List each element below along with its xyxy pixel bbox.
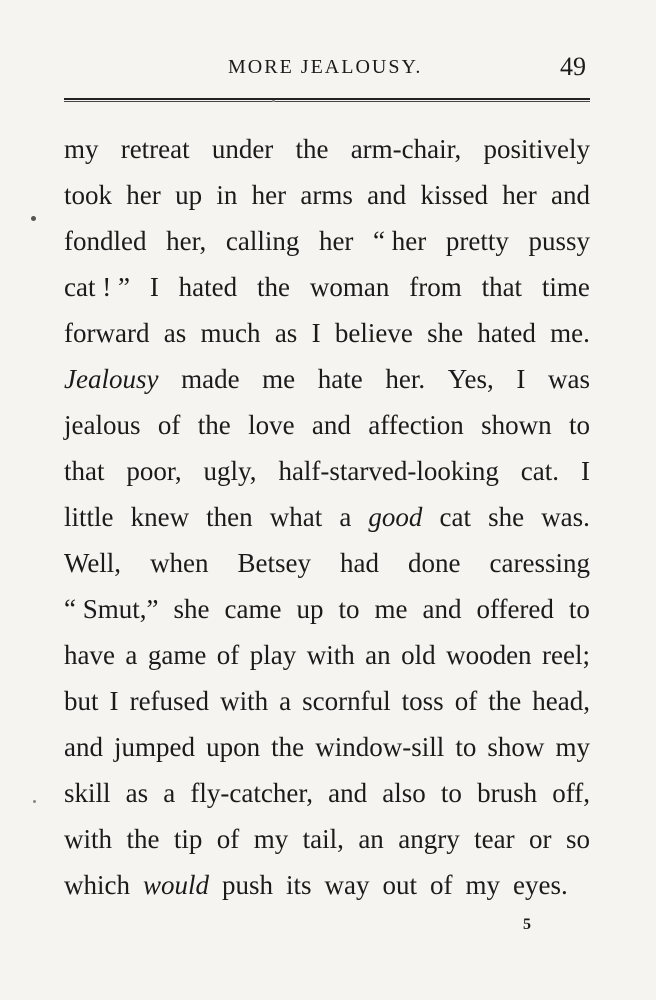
text-line (64, 264, 590, 310)
word: of (157, 410, 181, 440)
text-line (64, 770, 590, 816)
word: the (295, 134, 329, 164)
text-line (64, 816, 590, 862)
word: arm-chair, (350, 134, 462, 164)
word: also (382, 778, 426, 808)
text-line (64, 586, 590, 632)
word: that (481, 272, 523, 302)
text-line (64, 218, 590, 264)
word: she (488, 502, 525, 532)
text-line (64, 310, 590, 356)
text-line (64, 172, 590, 218)
word: time (541, 272, 590, 302)
text-line (64, 402, 590, 448)
word: woman (309, 272, 390, 302)
word: affection (368, 410, 464, 440)
word: “ Smut,” (64, 594, 159, 624)
word: I (109, 686, 119, 716)
word: a (339, 502, 352, 532)
word: caressing (489, 548, 590, 578)
word: her (318, 226, 354, 256)
word: show (487, 732, 545, 762)
word: and (367, 180, 407, 210)
word: pretty (445, 226, 509, 256)
word: and (328, 778, 368, 808)
word: to (440, 778, 462, 808)
word: tip (173, 824, 203, 854)
word: upon (206, 732, 261, 762)
word: came (224, 594, 282, 624)
word: and (422, 594, 462, 624)
word: wooden (446, 640, 532, 670)
page-number: 49 (560, 52, 586, 81)
word: window-sill (315, 732, 445, 762)
word: with (220, 686, 269, 716)
text-line (64, 540, 590, 586)
text-line (64, 126, 590, 172)
word: and (550, 180, 590, 210)
word: to (568, 594, 590, 624)
word: toss (401, 686, 444, 716)
word: of (430, 870, 453, 900)
word: had (340, 548, 380, 578)
text-line (64, 724, 590, 770)
word: so (565, 824, 590, 854)
word: with (64, 824, 113, 854)
word: or (529, 824, 552, 854)
word: and (64, 732, 103, 762)
word: fly-catcher, (190, 778, 314, 808)
word: an (358, 824, 384, 854)
word: jumped (114, 732, 196, 762)
print-speck (33, 800, 36, 803)
word: as (125, 778, 149, 808)
word: an (365, 640, 391, 670)
word: reel; (542, 640, 590, 670)
word: cat ! ” (64, 272, 130, 302)
word: and (311, 410, 351, 440)
word: positively (483, 134, 590, 164)
word: then (206, 502, 253, 532)
word: a (279, 686, 292, 716)
word: little (64, 502, 114, 532)
word: the (197, 410, 231, 440)
word: poor, (126, 456, 182, 486)
word: done (408, 548, 461, 578)
word: took (64, 180, 113, 210)
word: up (296, 594, 324, 624)
word: “ her (373, 226, 427, 256)
word: good (368, 502, 423, 532)
text-line (64, 494, 590, 540)
word: of (454, 686, 478, 716)
word: cat (439, 502, 471, 532)
word: brush (477, 778, 538, 808)
word: the (257, 272, 291, 302)
word: I (516, 364, 526, 394)
text-line (64, 678, 590, 724)
word: she (173, 594, 210, 624)
word: made (181, 364, 240, 394)
word: to (338, 594, 360, 624)
word: Yes, (447, 364, 494, 394)
signature-mark: 5 (523, 916, 531, 933)
word: my (465, 870, 501, 900)
word: the (126, 824, 160, 854)
word: my (253, 824, 289, 854)
word: under (211, 134, 274, 164)
word: kissed (420, 180, 488, 210)
word: she (427, 318, 464, 348)
word: ugly, (203, 456, 257, 486)
word: was. (541, 502, 590, 532)
word: Betsey (237, 548, 312, 578)
word: would (142, 870, 209, 900)
word: have (64, 640, 115, 670)
word: play (249, 640, 297, 670)
word: I (580, 456, 590, 486)
word: in (216, 180, 238, 210)
word: my (64, 134, 99, 164)
body-text (64, 126, 590, 908)
header-rule (64, 98, 590, 102)
word: pussy (528, 226, 590, 256)
word: but (64, 686, 99, 716)
running-head (0, 50, 656, 90)
word: a (125, 640, 138, 670)
word: me (262, 364, 296, 394)
text-line (64, 448, 590, 494)
word: I (149, 272, 159, 302)
word: out (382, 870, 418, 900)
word: from (409, 272, 462, 302)
print-speck (272, 100, 275, 102)
word: scornful (302, 686, 391, 716)
text-line (64, 356, 590, 402)
word: her (251, 180, 287, 210)
word: its (286, 870, 312, 900)
word: her (126, 180, 161, 210)
word: to (568, 410, 590, 440)
word: the (271, 732, 305, 762)
word: push (222, 870, 274, 900)
word: offered (476, 594, 554, 624)
word: forward (64, 318, 150, 348)
word: cat. (520, 456, 560, 486)
word: refused (129, 686, 210, 716)
word: angry (398, 824, 460, 854)
word: to (455, 732, 477, 762)
word: eyes. (513, 870, 568, 900)
word: when (150, 548, 209, 578)
word: tail, (302, 824, 344, 854)
word: hate (317, 364, 363, 394)
word: calling (225, 226, 300, 256)
word: Jealousy (64, 364, 159, 394)
word: of (216, 640, 240, 670)
word: hated (477, 318, 536, 348)
word: Well, (64, 548, 122, 578)
word: off, (552, 778, 590, 808)
word: arms (300, 180, 353, 210)
word: retreat (120, 134, 190, 164)
word: shown (481, 410, 552, 440)
running-title: MORE JEALOUSY. (228, 56, 423, 78)
word: believe (334, 318, 413, 348)
word: tear (474, 824, 515, 854)
text-line (64, 632, 590, 678)
word: way (324, 870, 370, 900)
word: love (248, 410, 295, 440)
word: her. (385, 364, 426, 394)
text-line (64, 862, 590, 908)
word: old (401, 640, 436, 670)
word: which (64, 870, 130, 900)
word: her, (166, 226, 207, 256)
word: was (548, 364, 590, 394)
print-speck (31, 216, 36, 221)
word: head, (532, 686, 590, 716)
word: me (374, 594, 408, 624)
word: I (311, 318, 321, 348)
word: the (488, 686, 522, 716)
word: hated (178, 272, 238, 302)
word: as (274, 318, 298, 348)
word: jealous (64, 410, 141, 440)
word: what (269, 502, 323, 532)
word: knew (130, 502, 190, 532)
word: of (216, 824, 240, 854)
word: as (163, 318, 187, 348)
word: that (64, 456, 105, 486)
word: much (200, 318, 261, 348)
word: game (147, 640, 207, 670)
word: a (163, 778, 176, 808)
word: with (306, 640, 355, 670)
word: her (502, 180, 537, 210)
word: up (175, 180, 203, 210)
word: my (555, 732, 590, 762)
word: fondled (64, 226, 147, 256)
word: me. (550, 318, 590, 348)
word: half-starved-looking (278, 456, 499, 486)
word: skill (64, 778, 111, 808)
